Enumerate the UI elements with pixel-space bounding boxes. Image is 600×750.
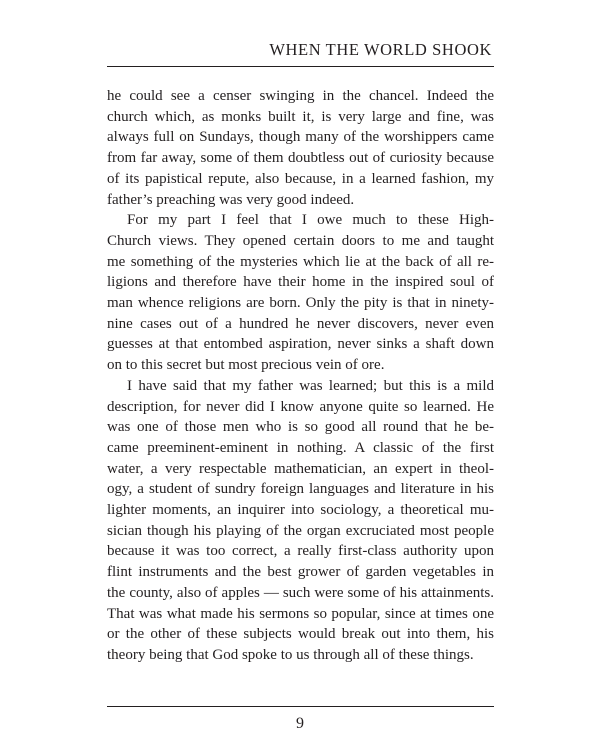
text-line: water, a very respectable mathematician, an expert in theol- (107, 460, 494, 477)
header-rule (107, 66, 494, 67)
body-text (107, 86, 494, 666)
text-line: For my part I feel that I owe much to these High- (127, 212, 494, 229)
text-line: That was what made his sermons so popular, since at times one (107, 605, 494, 622)
text-line: came preeminent-eminent in nothing. A classic of the first (107, 439, 494, 456)
text-line: description, for never did I know anyone quite so learned. He (107, 398, 494, 415)
text-line: sician though his playing of the organ excruciated most people (107, 522, 494, 539)
text-line: guesses at that entombed aspiration, never sinks a shaft down (107, 336, 494, 353)
text-line: man whence religions are born. Only the pity is that in ninety- (107, 295, 494, 312)
text-line: from far away, some of them doubtless out of curiosity because (107, 150, 494, 167)
text-line: the county, also of apples — such were some of his attainments. (107, 584, 494, 601)
text-line: theory being that God spoke to us through all of these things. (107, 646, 474, 663)
text-line: church which, as monks built it, is very large and fine, was (107, 108, 494, 125)
text-line: of its papistical repute, also because, in a learned fashion, my (107, 170, 494, 187)
text-line: was one of those men who is so good all round that he be- (107, 419, 494, 436)
text-line: always full on Sundays, though many of the worshippers came (107, 129, 494, 146)
text-line: Church views. They opened certain doors to me and taught (107, 232, 494, 249)
page-number: 9 (296, 715, 304, 732)
text-line: nine cases out of a hundred he never discovers, never even (107, 315, 494, 332)
text-line: ogy, a student of sundry foreign languages and literature in his (107, 481, 494, 498)
paragraph-2 (107, 210, 494, 376)
text-line: father’s preaching was very good indeed. (107, 191, 355, 208)
text-line: me something of the mysteries which lie at the back of all re- (107, 253, 494, 270)
footer-rule (107, 706, 494, 707)
paragraph-3 (107, 376, 494, 666)
text-line: lighter moments, an inquirer into sociology, a theoretical mu- (107, 502, 494, 519)
text-line: ligions and therefore have their home in the inspired soul of (107, 274, 494, 291)
text-line: on to this secret but most precious vein of ore. (107, 357, 385, 374)
text-line: I have said that my father was learned; but this is a mild (127, 377, 494, 394)
text-line: flint instruments and the best grower of garden vegetables in (107, 564, 494, 581)
text-line: or the other of these subjects would break out into them, his (107, 626, 494, 643)
paragraph-1 (107, 86, 494, 210)
running-head-title: WHEN THE WORLD SHOOK (269, 40, 492, 59)
text-line: he could see a censer swinging in the chancel. Indeed the (107, 88, 494, 104)
text-line: because it was too correct, a really first-class authority upon (107, 543, 494, 560)
